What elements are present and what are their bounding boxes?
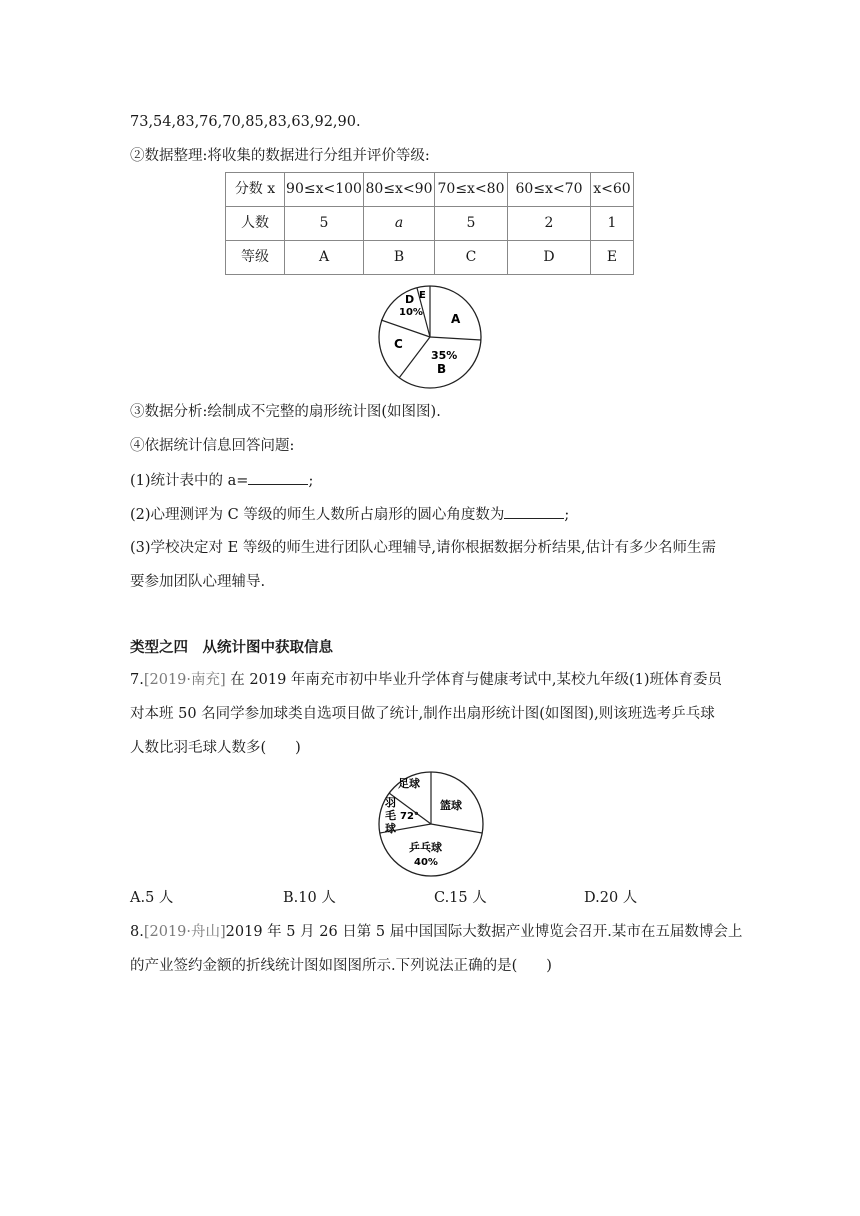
table-cell: E (591, 241, 634, 275)
pie1-label-C: C (394, 337, 403, 351)
pie2-label-football: 足球 (398, 777, 420, 790)
question-8-line-2: 的产业签约金额的折线统计图如图图所示.下列说法正确的是( ) (130, 958, 552, 974)
pie2-label-badminton-3: 球 (385, 822, 396, 835)
data-values-line: 73,54,83,76,70,85,83,63,92,90. (130, 114, 361, 130)
question-8-text: 2019 年 5 月 26 日第 5 届中国国际大数据产业博览会召开.某市在五届数博会上 (225, 924, 743, 940)
table-count-label: 人数 (226, 207, 285, 241)
table-cell: a (364, 207, 435, 241)
step-4-text: ④依据统计信息回答问题: (130, 438, 295, 454)
pie2-label-basketball: 篮球 (440, 799, 462, 812)
table-cell: 2 (508, 207, 591, 241)
pie1-label-D: D (405, 293, 415, 306)
table-cell: A (285, 241, 364, 275)
question-7-text: 在 2019 年南充市初中毕业升学体育与健康考试中,某校九年级(1)班体育委员 (225, 672, 723, 688)
table-row (226, 241, 634, 275)
pie1-label-E: E (419, 290, 426, 301)
table-cell: 1 (591, 207, 634, 241)
table-cell: D (508, 241, 591, 275)
question-3-line-2: 要参加团队心理辅导. (130, 574, 266, 590)
pie1-label-B: B (437, 362, 447, 376)
table-cell: 5 (435, 207, 508, 241)
pie2-label-pingpong: 乒乓球 (409, 841, 442, 854)
option-d[interactable]: D.20 人 (584, 890, 638, 906)
question-7-line-3: 人数比羽毛球人数多( ) (130, 740, 301, 756)
pie2-label-badminton-1: 羽 (385, 796, 396, 809)
table-cell: 60≤x<70 (508, 173, 591, 207)
step-3-text: ③数据分析:绘制成不完整的扇形统计图(如图图). (130, 404, 441, 420)
question-1-end: ; (308, 473, 314, 489)
sports-pie-chart (376, 771, 486, 877)
question-1-text: (1)统计表中的 a= (130, 473, 249, 489)
question-7-line-2: 对本班 50 名同学参加球类自选项目做了统计,制作出扇形统计图(如图图),则该班选考乒乓球 (130, 706, 715, 722)
question-2-end: ; (564, 507, 570, 523)
table-cell: 5 (285, 207, 364, 241)
grade-pie-chart (375, 285, 485, 390)
step-2-text: ②数据整理:将收集的数据进行分组并评价等级: (130, 148, 430, 164)
question-2-text: (2)心理测评为 C 等级的师生人数所占扇形的圆心角度数为 (130, 507, 505, 523)
table-cell: B (364, 241, 435, 275)
answer-blank[interactable] (504, 504, 564, 519)
pie2-label-angle: 72° (400, 811, 419, 822)
option-c[interactable]: C.15 人 (434, 890, 487, 906)
table-grade-label: 等级 (226, 241, 285, 275)
table-cell: 70≤x<80 (435, 173, 508, 207)
option-b[interactable]: B.10 人 (283, 890, 336, 906)
table-cell: x<60 (591, 173, 634, 207)
question-3-line-1: (3)学校决定对 E 等级的师生进行团队心理辅导,请你根据数据分析结果,估计有多少名师生需 (130, 540, 717, 556)
answer-blank[interactable] (248, 470, 308, 485)
table-cell: C (435, 241, 508, 275)
question-7-number: 7. (130, 672, 144, 688)
pie1-label-A: A (451, 312, 461, 326)
question-2 (130, 504, 569, 525)
pie1-label-B-pct: 35% (431, 349, 458, 362)
table-row (226, 207, 634, 241)
option-a[interactable]: A.5 人 (130, 890, 174, 906)
table-cell: 90≤x<100 (285, 173, 364, 207)
grade-table (225, 172, 634, 275)
question-8-line-1 (130, 922, 742, 942)
question-7-source: [2019·南充] (143, 672, 226, 688)
question-8-source: [2019·舟山] (143, 924, 226, 940)
pie1-label-D-pct: 10% (399, 307, 423, 318)
question-8-number: 8. (130, 924, 144, 940)
question-1 (130, 470, 313, 491)
table-cell: 80≤x<90 (364, 173, 435, 207)
table-header-label: 分数 x (226, 173, 285, 207)
pie2-label-badminton-2: 毛 (385, 809, 396, 822)
question-7-line-1 (130, 670, 722, 690)
section-title: 类型之四 从统计图中获取信息 (130, 640, 333, 656)
table-row (226, 173, 634, 207)
pie2-label-pingpong-pct: 40% (414, 857, 438, 868)
